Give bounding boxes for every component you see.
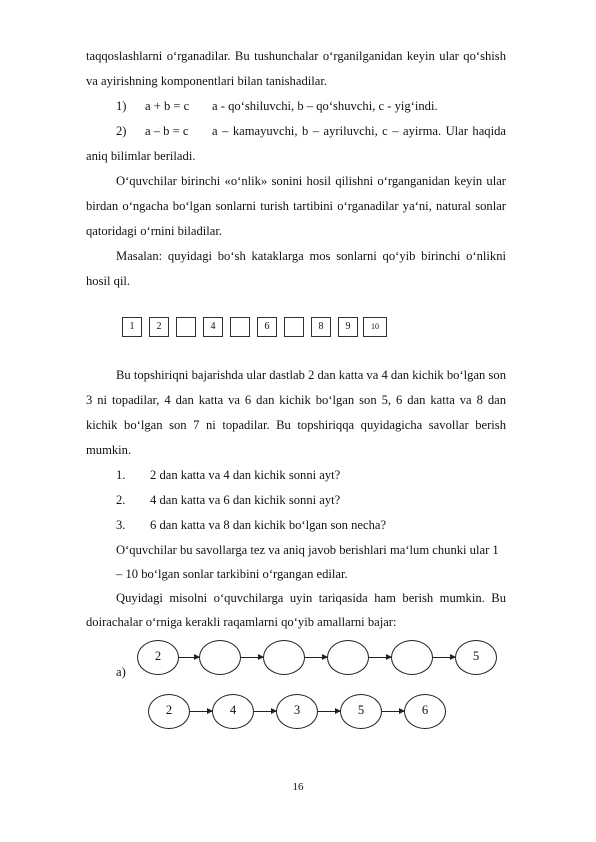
number-box: 10 bbox=[363, 317, 387, 337]
text-line: doirachalar o‘rniga kerakli raqamlarni qo‘yib amallarni bajar: bbox=[86, 615, 397, 629]
circle-node-empty bbox=[391, 640, 433, 675]
circle-node: 5 bbox=[340, 694, 382, 729]
formula: a – b = c bbox=[145, 124, 189, 138]
number-box-empty bbox=[230, 317, 250, 337]
formula: a + b = c bbox=[145, 99, 190, 113]
circle-node-empty bbox=[327, 640, 369, 675]
number-box: 9 bbox=[338, 317, 358, 337]
text-line: Bu topshiriqni bajarishda ular dastlab 2 dan katta va 4 dan kichik bo‘lgan son bbox=[116, 368, 506, 382]
text-line: kichik bo‘lgan son 7 ni topadilar. Bu topshiriqqa quyidagicha savollar berish bbox=[86, 418, 506, 432]
question-text: 2 dan katta va 4 dan kichik sonni ayt? bbox=[150, 468, 341, 482]
arrow-right-icon bbox=[179, 657, 199, 658]
number-box: 4 bbox=[203, 317, 223, 337]
text-line: aniq bilimlar beriladi. bbox=[86, 149, 196, 163]
exercise-label: a) bbox=[116, 665, 126, 679]
text-line: – 10 bo‘lgan sonlar tarkibini o‘rgangan edilar. bbox=[116, 567, 348, 581]
question-number: 2. bbox=[116, 493, 126, 507]
arrow-right-icon bbox=[254, 711, 276, 712]
circle-node: 6 bbox=[404, 694, 446, 729]
circle-node: 4 bbox=[212, 694, 254, 729]
arrow-right-icon bbox=[190, 711, 212, 712]
question-number: 1. bbox=[116, 468, 126, 482]
number-box: 6 bbox=[257, 317, 277, 337]
formula-description: a - qo‘shiluvchi, b – qo‘shuvchi, c - yig‘indi. bbox=[212, 99, 438, 113]
arrow-right-icon bbox=[318, 711, 340, 712]
text-line: qatoridagi o‘rnini biladilar. bbox=[86, 224, 223, 238]
text-line: O‘quvchilar bu savollarga tez va aniq javob berishlari ma‘lum chunki ular 1 bbox=[116, 543, 499, 557]
circle-node-empty bbox=[199, 640, 241, 675]
list-number: 1) bbox=[116, 99, 127, 113]
number-box-empty bbox=[284, 317, 304, 337]
page-number: 16 bbox=[292, 781, 304, 793]
arrow-right-icon bbox=[369, 657, 391, 658]
question-number: 3. bbox=[116, 518, 126, 532]
number-box: 8 bbox=[311, 317, 331, 337]
text-line: birdan o‘ngacha bo‘lgan sonlarni turish tartibini o‘rganadilar ya‘ni, natural sonlar bbox=[86, 199, 506, 213]
circle-node: 5 bbox=[455, 640, 497, 675]
circle-node: 3 bbox=[276, 694, 318, 729]
circle-node: 2 bbox=[148, 694, 190, 729]
arrow-right-icon bbox=[241, 657, 263, 658]
text-line: Quyidagi misolni o‘quvchilarga uyin tariqasida ham berish mumkin. Bu bbox=[116, 591, 506, 605]
text-line: va ayirishning komponentlari bilan tanishadilar. bbox=[86, 74, 327, 88]
number-box-empty bbox=[176, 317, 196, 337]
text-line: mumkin. bbox=[86, 443, 132, 457]
formula-description: a – kamayuvchi, b – ayriluvchi, c – ayirma. Ular haqida bbox=[212, 124, 506, 138]
circle-node: 2 bbox=[137, 640, 179, 675]
question-text: 6 dan katta va 8 dan kichik bo‘lgan son necha? bbox=[150, 518, 387, 532]
number-box: 2 bbox=[149, 317, 169, 337]
question-text: 4 dan katta va 6 dan kichik sonni ayt? bbox=[150, 493, 341, 507]
text-line: hosil qil. bbox=[86, 274, 131, 288]
list-number: 2) bbox=[116, 124, 127, 138]
arrow-right-icon bbox=[382, 711, 404, 712]
arrow-right-icon bbox=[433, 657, 455, 658]
arrow-right-icon bbox=[305, 657, 327, 658]
number-box: 1 bbox=[122, 317, 142, 337]
text-line: O‘quvchilar birinchi «o‘nlik» sonini hosil qilishni o‘rganganidan keyin ular bbox=[116, 174, 506, 188]
text-line: 3 ni topadilar, 4 dan katta va 6 dan kichik bo‘lgan son 5, 6 dan katta va 8 dan bbox=[86, 393, 506, 407]
text-line: taqqoslashlarni o‘rganadilar. Bu tushunchalar o‘rganilganidan keyin ular qo‘shish bbox=[86, 49, 506, 63]
text-line: Masalan: quyidagi bo‘sh kataklarga mos sonlarni qo‘yib birinchi o‘nlikni bbox=[116, 249, 506, 263]
circle-node-empty bbox=[263, 640, 305, 675]
